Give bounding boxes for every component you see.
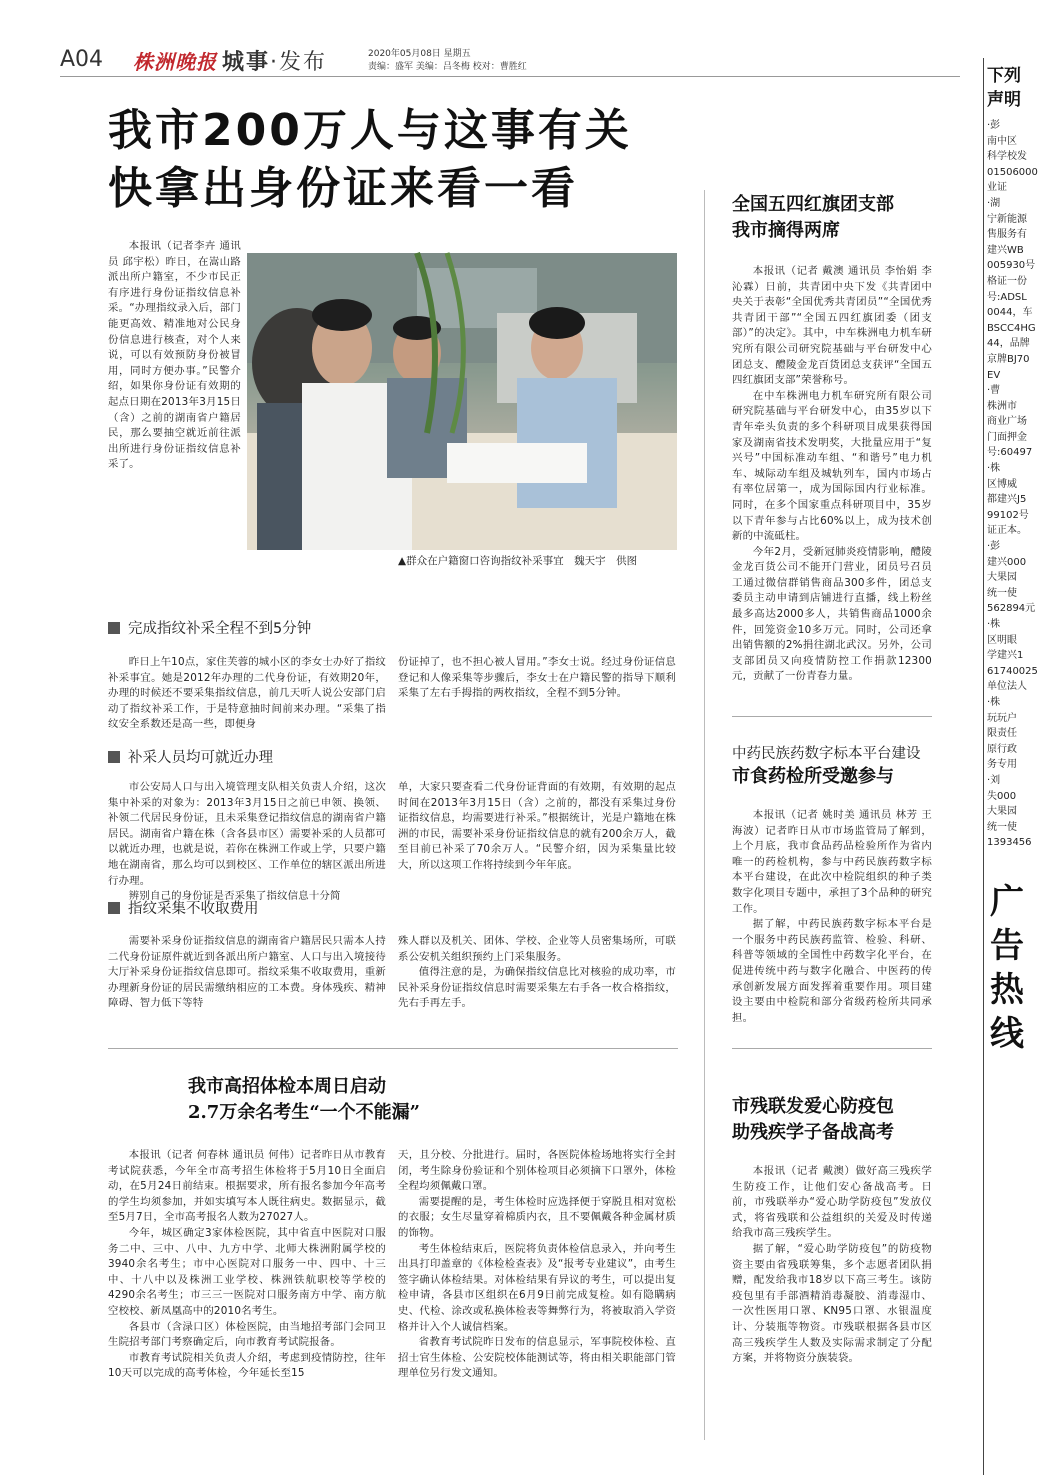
newspaper-logo: 株洲晚报 [133,50,217,74]
notice-title-line2: 声明 [987,90,1021,110]
notice-line: 玩玩户 [987,712,1017,724]
notice-line: 统一使 [987,821,1017,833]
notice-line: ·株 [987,619,1001,630]
story-divider [732,716,932,717]
story2-paragraph: 本报讯（记者 何春林 通讯员 何伟）记者昨日从市教育考试院获悉，今年全市高考招生体检将于5月10日全面启动，在5月24日前结束。根据要求，所有报名参加今年高考的学生均须参加，并如实填写本人既往病史。数据显示，截至5月7日，全市高考报名人数为27027人。 [108,1149,386,1224]
notice-line: 售服务有 [987,229,1027,241]
s3-right-paragraph: 值得注意的是，为确保指纹信息比对核验的成功率，市民补采身份证指纹信息时需要采集左右手各一枚合格指纹，先右手再左手。 [398,966,676,1010]
subhead-3 [108,897,259,918]
story2-paragraph: 市教育考试院相关负责人介绍，考虑到疫情防控，往年10天可以完成的高考体检，今年延长至15 [108,1351,386,1380]
s1-right-paragraph: 份证掉了，也不担心被人冒用。”李女士说。经过身份证信息登记和人像采集等步骤后，李女士在户籍民警的指导下顺利采集了左右手拇指的两枚指纹，全程不到5分钟。 [398,656,676,700]
notice-line: 01506000 [987,166,1038,178]
subhead-1-text: 完成指纹补采全程不到5分钟 [128,621,312,637]
story3-headline-line1: 全国五四红旗团支部 [732,194,894,215]
s3-right-paragraph: 殊人群以及机关、团体、学校、企业等人员密集场所，可联系公安机关组织预约上门采集服务。 [398,935,676,963]
photo-caption: ▲群众在户籍窗口咨询指纹补采事宜 魏天宇 供图 [398,555,638,567]
story4-paragraph: 本报讯（记者 姚时美 通讯员 林芳 王海波）记者昨日从市市场监管局了解到，上个月底，我市食品药品检验所作为省内唯一的药检机构，参与中药民族药数字标本平台建设，在此次中检院组织的种子类数字化项目专题中，承担了3个品种的研究工作。 [732,809,932,915]
page-number: A04 [60,47,104,72]
story3-headline-line2: 我市摘得两席 [732,220,840,241]
s1-left-column [108,655,386,735]
ad-hotline [990,880,1030,1420]
notice-line: 单位法人 [987,681,1027,693]
notice-list [987,118,1038,851]
subhead-2-text: 补采人员均可就近办理 [128,750,273,766]
notice-line: 号:ADSL [987,291,1027,303]
notice-line: 门面押金 [987,431,1027,443]
story4-body [732,808,932,1038]
subhead-marker-icon [108,622,120,634]
section-sub: 发布 [279,50,328,75]
story5-headline-line2: 助残疾学子备战高考 [732,1122,894,1143]
notice-line: 业证 [987,182,1007,194]
notice-line: ·彭 [987,541,1001,553]
notice-line: 61740025 [987,665,1038,677]
notice-title-line1: 下列 [987,66,1021,86]
notice-line: 证正本。 [987,525,1027,537]
subhead-marker-icon [108,902,120,914]
subhead-3-text: 指纹采集不收取费用 [128,901,259,917]
section-main: 城事 [222,50,271,75]
story5-paragraph: 据了解，“爱心助学防疫包”的防疫物资主要由省残联筹集，多个志愿者团队捐赠，配发给我市18岁以下高三考生。该防疫包里有手部酒精消毒凝胶、消毒湿巾、一次性医用口罩、KN95口罩、水银温度计、分装瓶等物资。市残联根据各县市区高三残疾学生人数及实际需求制定了分配方案，并将物资分族装袋。 [732,1242,932,1365]
notice-line: 统一使 [987,587,1017,599]
notice-line: 99102号 [987,509,1029,521]
s2-left-column [108,780,386,950]
notice-line: 建兴WB [987,244,1024,256]
notice-line: ·株 [987,696,1001,708]
notice-line: 宁新能源 [987,213,1027,225]
story2-paragraph: 考生体检结束后，医院将负责体检信息录入，并向考生出具打印盖章的《体检检查表》及“报考专业建议”，由考生签字确认体检结果。对体检结果有异议的考生，可以提出复检申请，各县市区组织在6月9日前完成复检。如有隐瞒病史、代检、涂改或私换体检表等舞弊行为，将被取消入学资格并计入个人诚信档案。 [398,1242,676,1333]
notice-line: ·株 [987,463,1001,475]
notice-line: 京牌BJ70 [987,353,1030,365]
notice-line: 原行政 [987,743,1017,755]
notice-line: 大果园 [987,572,1017,584]
notice-line: ·刘 [987,774,1001,786]
notice-line: 务专用 [987,759,1017,771]
s3-left-paragraph: 需要补采身份证指纹信息的湖南省户籍居民只需本人持二代身份证原件就近到各派出所户籍室、人口与出入境接待大厅补采身份证指纹信息即可。指纹采集不收取费用，重新办理新身份证的居民需缴纳相应的工本费。身体残疾、精神障碍、智力低下等特 [108,935,386,1010]
header-rule [60,76,960,77]
main-headline [108,102,632,218]
notice-line: 0044，车 [987,307,1033,319]
s3-right-column [398,934,676,1034]
story2-paragraph: 天，且分校、分批进行。届时，各医院体检场地将实行全封闭，考生除身份验证和个别体检项目必须摘下口罩外，体检全程均须佩戴口罩。 [398,1149,676,1193]
s1-right-column [398,655,676,735]
notice-title [987,64,1021,112]
notice-line: 大果园 [987,806,1017,818]
notice-line: 学建兴1 [987,650,1024,662]
notice-line: 科学校发 [987,151,1027,163]
notice-line: BSCC4HG [987,322,1036,334]
notice-line: 格证一份 [987,275,1027,287]
story5-body [732,1164,932,1464]
s1-left-paragraph: 昨日上午10点，家住芙蓉的城小区的李女士办好了指纹补采事宜。她是2012年办理的二代身份证，有效期20年，办理的时候还不要采集指纹信息，前几天听人说公安部门启动了指纹补采工作，于是特意抽时间前来办理。“采集了指纹安全系数还是高一些，即便身 [108,656,387,731]
story5-headline-line1: 市残联发爱心防疫包 [732,1096,894,1117]
news-photo [247,253,677,550]
subhead-1 [108,617,311,638]
notice-line: EV [987,369,1001,381]
notice-line: 44，品牌 [987,338,1030,350]
notice-line: 失000 [987,790,1017,802]
story3-body [732,264,932,694]
story4-kicker: 中药民族药数字标本平台建设 [732,746,921,762]
story2-headline [188,1074,420,1126]
notice-line: 005930号 [987,260,1036,272]
main-headline-line2: 快拿出身份证来看一看 [108,163,578,214]
notice-line: 1393456 [987,837,1032,849]
notice-line: 区明眼 [987,634,1017,646]
notice-line: 都建兴J5 [987,494,1027,506]
s3-left-column [108,934,386,1034]
section-title: 城事·发布 [222,50,328,75]
story-divider [732,1048,932,1049]
story2-left-column [108,1148,386,1468]
subhead-marker-icon [108,751,120,763]
notice-line: 南中区 [987,135,1017,147]
notice-line: 562894元 [987,603,1036,615]
story2-paragraph: 需要提醒的是，考生体检时应选择便于穿脱且相对宽松的衣服；女生尽量穿着棉质内衣，且不要佩戴各种金属材质的饰物。 [398,1195,676,1239]
s2-left-paragraph: 市公安局人口与出入境管理支队相关负责人介绍，这次集中补采的对象为：2013年3月15日之前已申领、换领、补领二代居民身份证，且未采集登记指纹信息的湖南省户籍居民。湖南省户籍在株（含各县市区）需要补采的人员都可以就近办理，也就是说，若你在株洲工作或上学，只要户籍地在湖南省，那么均可以到校区、工作单位的辖区派出所进行办理。 [108,781,386,887]
lead-paragraph: 本报讯（记者李卉 通讯员 邱宇松）昨日，在嵩山路派出所户籍室，不少市民正有序进行身份证指纹信息补采。“办理指纹录入后，部门能更高效、精准地对公民身份信息进行核查，对个人来说，可以有效预防身份被冒用，同时方便办事。”民警介绍，如果你身份证有效期的起点日期在2013年3月15日（含）之前的湖南省户籍居民，那么要抽空就近前往派出所进行身份证指纹信息补采了。 [108,240,241,471]
notice-line: 号:60497 [987,447,1033,459]
notice-line: ·曹 [987,385,1001,397]
editor-credits: 责编：盛军 美编：吕冬梅 校对：曹胜红 [368,62,527,72]
subhead-2 [108,746,273,767]
story2-headline-line1: 我市高招体检本周日启动 [188,1076,386,1097]
story3-paragraph: 在中车株洲电力机车研究所有限公司研究院基础与平台研发中心，由35岁以下青年牵头负责的多个科研项目成果获得国家及湖南省技术发明奖，大批量应用于“复兴号”中国标准动车组、“和谐号”电力机车、城际动车组及城轨列车，国内市场占有率位居第一，成为国际国内行业标准。同时，在多个国家重点科研项目中，35岁以下青年参与占比60%以上，成为技术创新的中流砥柱。 [732,389,932,543]
story5-headline [732,1094,894,1146]
photo-illustration [247,253,677,550]
ad-hotline-text: 广告热线 [990,882,1024,1054]
story2-headline-line2: 2.7万余名考生“一个不能漏” [188,1102,421,1123]
story2-paragraph: 各县市（含渌口区）体检医院，由当地招考部门会同卫生院招考部门考察确定后，向市教育考试院报备。 [108,1320,386,1349]
column-rule [704,190,705,1440]
story3-headline [732,192,894,244]
issue-info [368,48,527,74]
notice-line: ·湖 [987,197,1001,209]
notice-line: 商业广场 [987,416,1027,428]
story2-paragraph: 省教育考试院昨日发布的信息显示，军事院校体检、直招士官生体检、公安院校体能测试等，将由相关职能部门管理单位另行发文通知。 [398,1336,676,1380]
main-headline-line1: 我市200万人与这事有关 [108,105,632,156]
notice-line: ·彭 [987,120,1001,131]
notice-line: 区博威 [987,478,1017,490]
main-lead [108,239,241,569]
notice-line: 株洲市 [987,400,1017,412]
notice-line: 建兴000 [987,556,1027,568]
story2-right-column [398,1148,676,1468]
story4-headline: 市食药检所受邀参与 [732,766,894,787]
story2-paragraph: 今年，城区确定3家体检医院，其中省直中医院对口服务二中、三中、八中、九方中学、北师大株洲附属学校的3940余名考生；市中心医院对口服务一中、四中、十三中、十八中以及株洲工业学校、株洲铁航职校等学校的4290余名考生；市三三一医院对口服务南方中学、南方航空校校、新凤凰高中的2010名考生。 [108,1226,386,1317]
issue-date: 2020年05月08日 星期五 [368,49,471,59]
s2-left-paragraph: 辨别自己的身份证是否采集了指纹信息十分简 [128,890,341,903]
notice-line: 限责任 [987,728,1017,740]
story5-paragraph: 本报讯（记者 戴澳）做好高三残疾学生防疫工作，让他们安心备战高考。日前，市残联举办“爱心助学防疫包”发放仪式，将省残联和公益组织的关爱及时传递给我市高三残疾学生。 [732,1165,932,1240]
s2-right-column [398,780,676,910]
s2-right-paragraph: 单，大家只要查看二代身份证背面的有效期，有效期的起点时间在2013年3月15日（含）之前的，都没有采集过身份证指纹信息，均需要进行补采。”根据统计，光是户籍地在株洲的市民，需要补采身份证指纹信息的就有200余万人，截至目前已补采了70余万人。“民警介绍，因为采集量比较大，所以这项工作将持续到今年年底。 [398,781,676,871]
story-divider [108,1048,678,1049]
story3-paragraph: 本报讯（记者 戴澳 通讯员 李怡娟 李沁霖）日前，共青团中央下发《共青团中央关于表彰“全国优秀共青团员”“全国优秀共青团干部”“全国五四红旗团委（团支部）”的决定》。其中，中车株洲电力机车研究所有限公司研究院基础与平台研发中心团总支、醴陵金龙百货团总支获评“全国五四红旗团支部”荣誉称号。 [732,265,932,387]
story4-paragraph: 据了解，中药民族药数字标本平台是一个服务中药民族药监管、检验、科研、科普等领域的全国性中药数字化平台，在促进传统中药与数字化融合、中医药的传承创新发展方面发挥着重要作用。项目建设主要由中检院和部分省级药检所共同承担。 [732,918,932,1024]
story3-paragraph: 今年2月，受新冠肺炎疫情影响，醴陵金龙百货公司不能开门营业，团员号召员工通过微信群销售商品300多件，团总支委员主动申请到店铺进行直播，线上粉丝最多高达2000多人，共销售商品1000余件，回笼资金10多万元。同时，公司还拿出销售额的2%捐往湖北武汉。另外，公司支部团员又向疫情防控工作捐款12300元，贡献了一份青春力量。 [732,545,932,683]
